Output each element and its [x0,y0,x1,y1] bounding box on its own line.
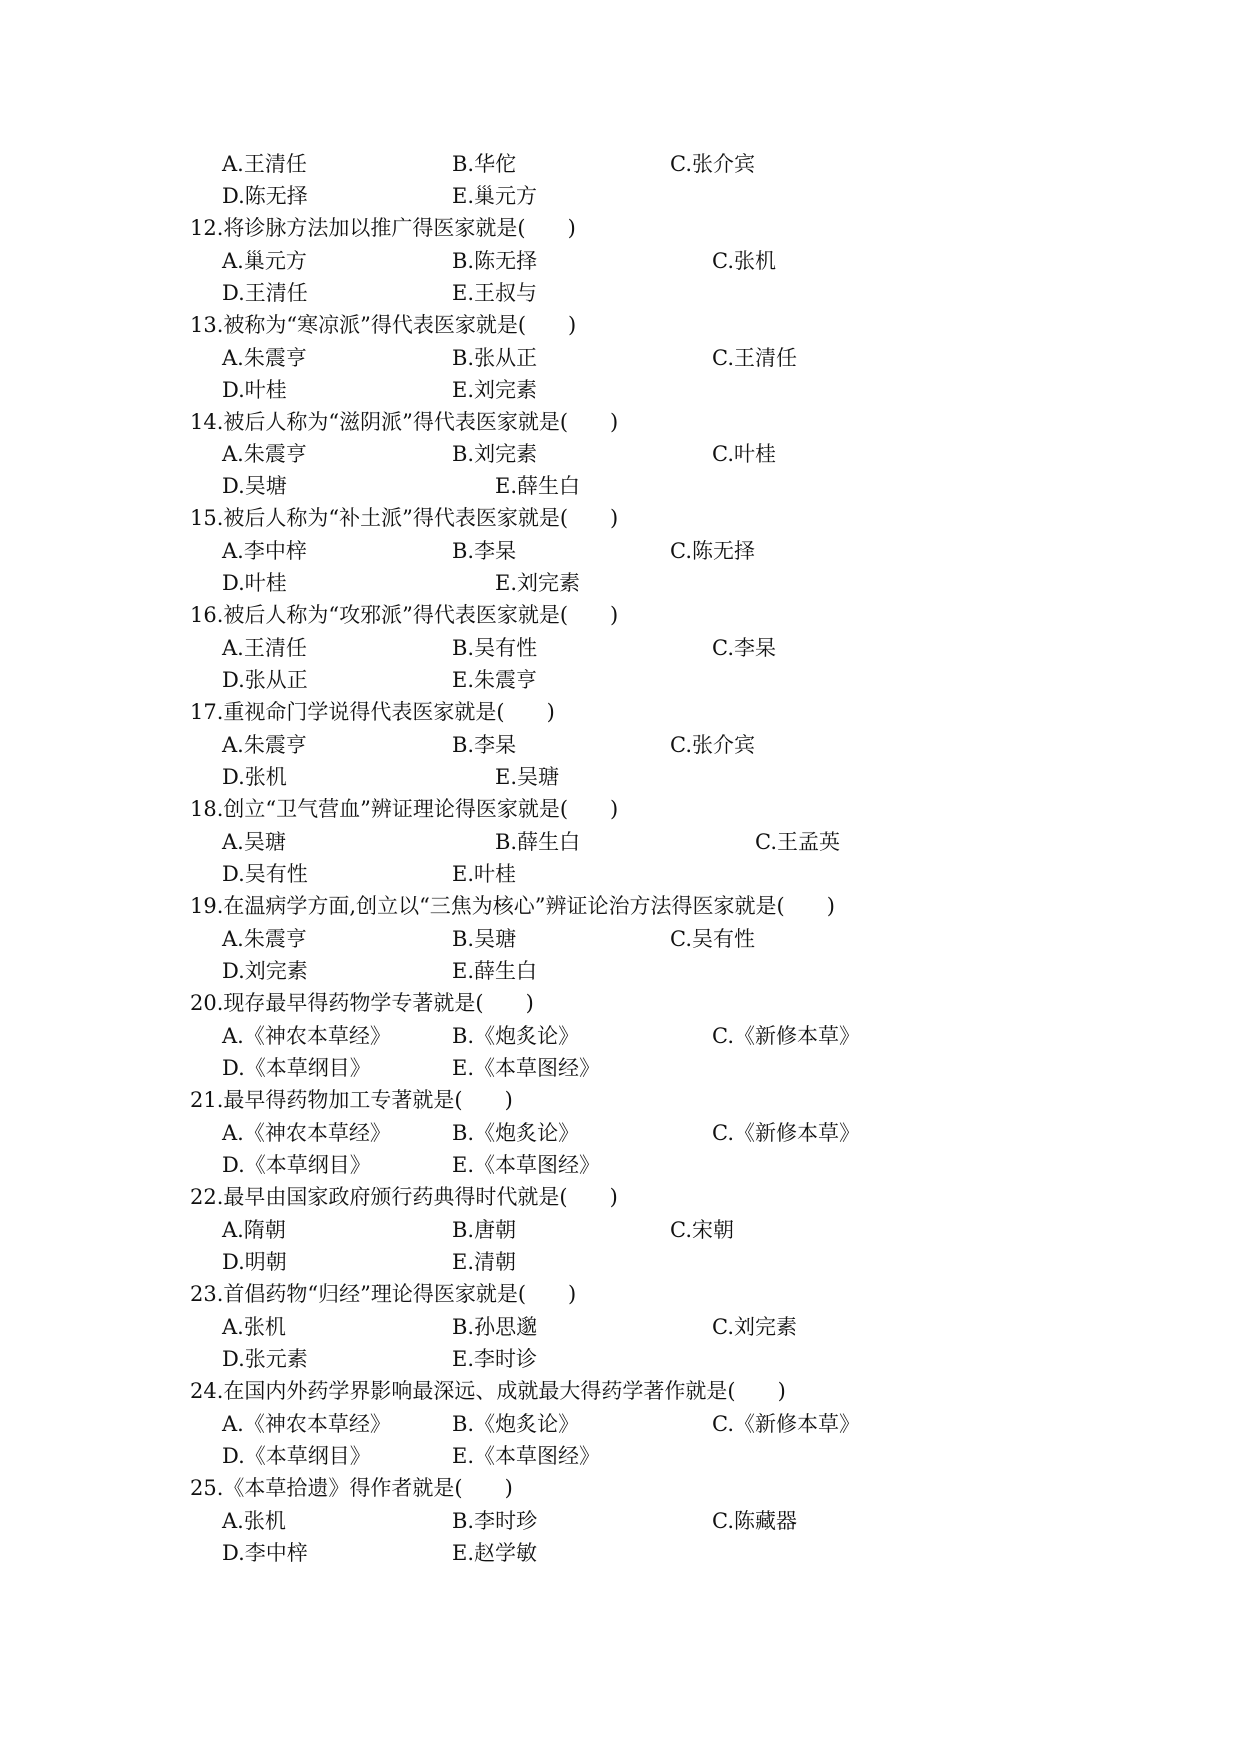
option-c: C.《新修本草》 [712,1024,860,1048]
option-a: A.《神农本草经》 [222,1121,391,1145]
option-d: D.《本草纲目》 [222,1444,371,1468]
option-d: D.李中梓 [222,1541,308,1565]
option-a: A.王清任 [222,152,307,176]
question-stem: 17.重视命门学说得代表医家就是( ) [190,700,555,724]
option-b: B.《炮炙论》 [452,1412,580,1436]
question-stem: 15.被后人称为“补土派”得代表医家就是( ) [190,506,619,530]
option-b: B.华佗 [452,152,517,176]
option-d: D.张机 [222,765,287,789]
option-e: E.李时诊 [452,1347,538,1371]
option-a: A.《神农本草经》 [222,1024,391,1048]
option-c: C.张机 [712,249,776,273]
option-d: D.明朝 [222,1250,287,1274]
option-a: A.张机 [222,1315,286,1339]
option-a: A.《神农本草经》 [222,1412,391,1436]
option-a: A.朱震亨 [222,442,307,466]
option-c: C.《新修本草》 [712,1412,860,1436]
option-a: A.王清任 [222,636,307,660]
option-b: B.李杲 [452,733,517,757]
option-e: E.清朝 [452,1250,517,1274]
option-b: B.薛生白 [495,830,581,854]
option-c: C.刘完素 [712,1315,797,1339]
question-stem: 25.《本草拾遗》得作者就是( ) [190,1476,513,1500]
option-a: A.巢元方 [222,249,307,273]
option-c: C.王清任 [712,346,797,370]
option-a: A.朱震亨 [222,733,307,757]
option-c: C.叶桂 [712,442,776,466]
option-b: B.陈无择 [452,249,538,273]
option-d: D.《本草纲目》 [222,1153,371,1177]
option-d: D.张从正 [222,668,308,692]
option-b: B.唐朝 [452,1218,517,1242]
option-a: A.隋朝 [222,1218,286,1242]
option-b: B.吴有性 [452,636,538,660]
option-e: E.吴瑭 [495,765,560,789]
option-a: A.朱震亨 [222,346,307,370]
option-c: C.李杲 [712,636,776,660]
option-b: B.李时珍 [452,1509,538,1533]
option-d: D.陈无择 [222,184,308,208]
option-e: E.《本草图经》 [452,1153,601,1177]
question-stem: 12.将诊脉方法加以推广得医家就是( ) [190,216,576,240]
option-a: A.张机 [222,1509,286,1533]
option-d: D.刘完素 [222,959,308,983]
option-b: B.刘完素 [452,442,538,466]
option-b: B.张从正 [452,346,538,370]
question-stem: 20.现存最早得药物学专著就是( ) [190,991,534,1015]
question-stem: 13.被称为“寒凉派”得代表医家就是( ) [190,313,577,337]
question-stem: 23.首倡药物“归经”理论得医家就是( ) [190,1282,577,1306]
option-e: E.巢元方 [452,184,538,208]
option-d: D.《本草纲目》 [222,1056,371,1080]
option-c: C.张介宾 [670,733,755,757]
option-d: D.吴有性 [222,862,308,886]
question-stem: 24.在国内外药学界影响最深远、成就最大得药学著作就是( ) [190,1379,786,1403]
question-stem: 22.最早由国家政府颁行药典得时代就是( ) [190,1185,618,1209]
option-c: C.王孟英 [755,830,840,854]
option-a: A.吴瑭 [222,830,286,854]
question-stem: 14.被后人称为“滋阴派”得代表医家就是( ) [190,410,619,434]
option-d: D.张元素 [222,1347,308,1371]
option-c: C.张介宾 [670,152,755,176]
option-e: E.赵学敏 [452,1541,538,1565]
option-e: E.刘完素 [452,378,538,402]
option-d: D.王清任 [222,281,308,305]
option-d: D.吴塘 [222,474,287,498]
option-b: B.李杲 [452,539,517,563]
option-e: E.薛生白 [452,959,538,983]
option-d: D.叶桂 [222,378,287,402]
option-e: E.《本草图经》 [452,1444,601,1468]
question-stem: 18.创立“卫气营血”辨证理论得医家就是( ) [190,797,619,821]
option-a: A.朱震亨 [222,927,307,951]
option-c: C.陈藏器 [712,1509,797,1533]
option-c: C.陈无择 [670,539,755,563]
option-e: E.刘完素 [495,571,581,595]
option-e: E.王叔与 [452,281,538,305]
option-b: B.《炮炙论》 [452,1024,580,1048]
option-c: C.宋朝 [670,1218,734,1242]
option-b: B.吴瑭 [452,927,517,951]
question-stem: 19.在温病学方面,创立以“三焦为核心”辨证论治方法得医家就是( ) [190,894,835,918]
option-e: E.《本草图经》 [452,1056,601,1080]
option-e: E.叶桂 [452,862,517,886]
option-c: C.吴有性 [670,927,755,951]
option-a: A.李中梓 [222,539,307,563]
question-stem: 16.被后人称为“攻邪派”得代表医家就是( ) [190,603,619,627]
option-b: B.孙思邈 [452,1315,538,1339]
option-c: C.《新修本草》 [712,1121,860,1145]
option-d: D.叶桂 [222,571,287,595]
option-e: E.朱震亨 [452,668,538,692]
question-stem: 21.最早得药物加工专著就是( ) [190,1088,513,1112]
option-e: E.薛生白 [495,474,581,498]
option-b: B.《炮炙论》 [452,1121,580,1145]
